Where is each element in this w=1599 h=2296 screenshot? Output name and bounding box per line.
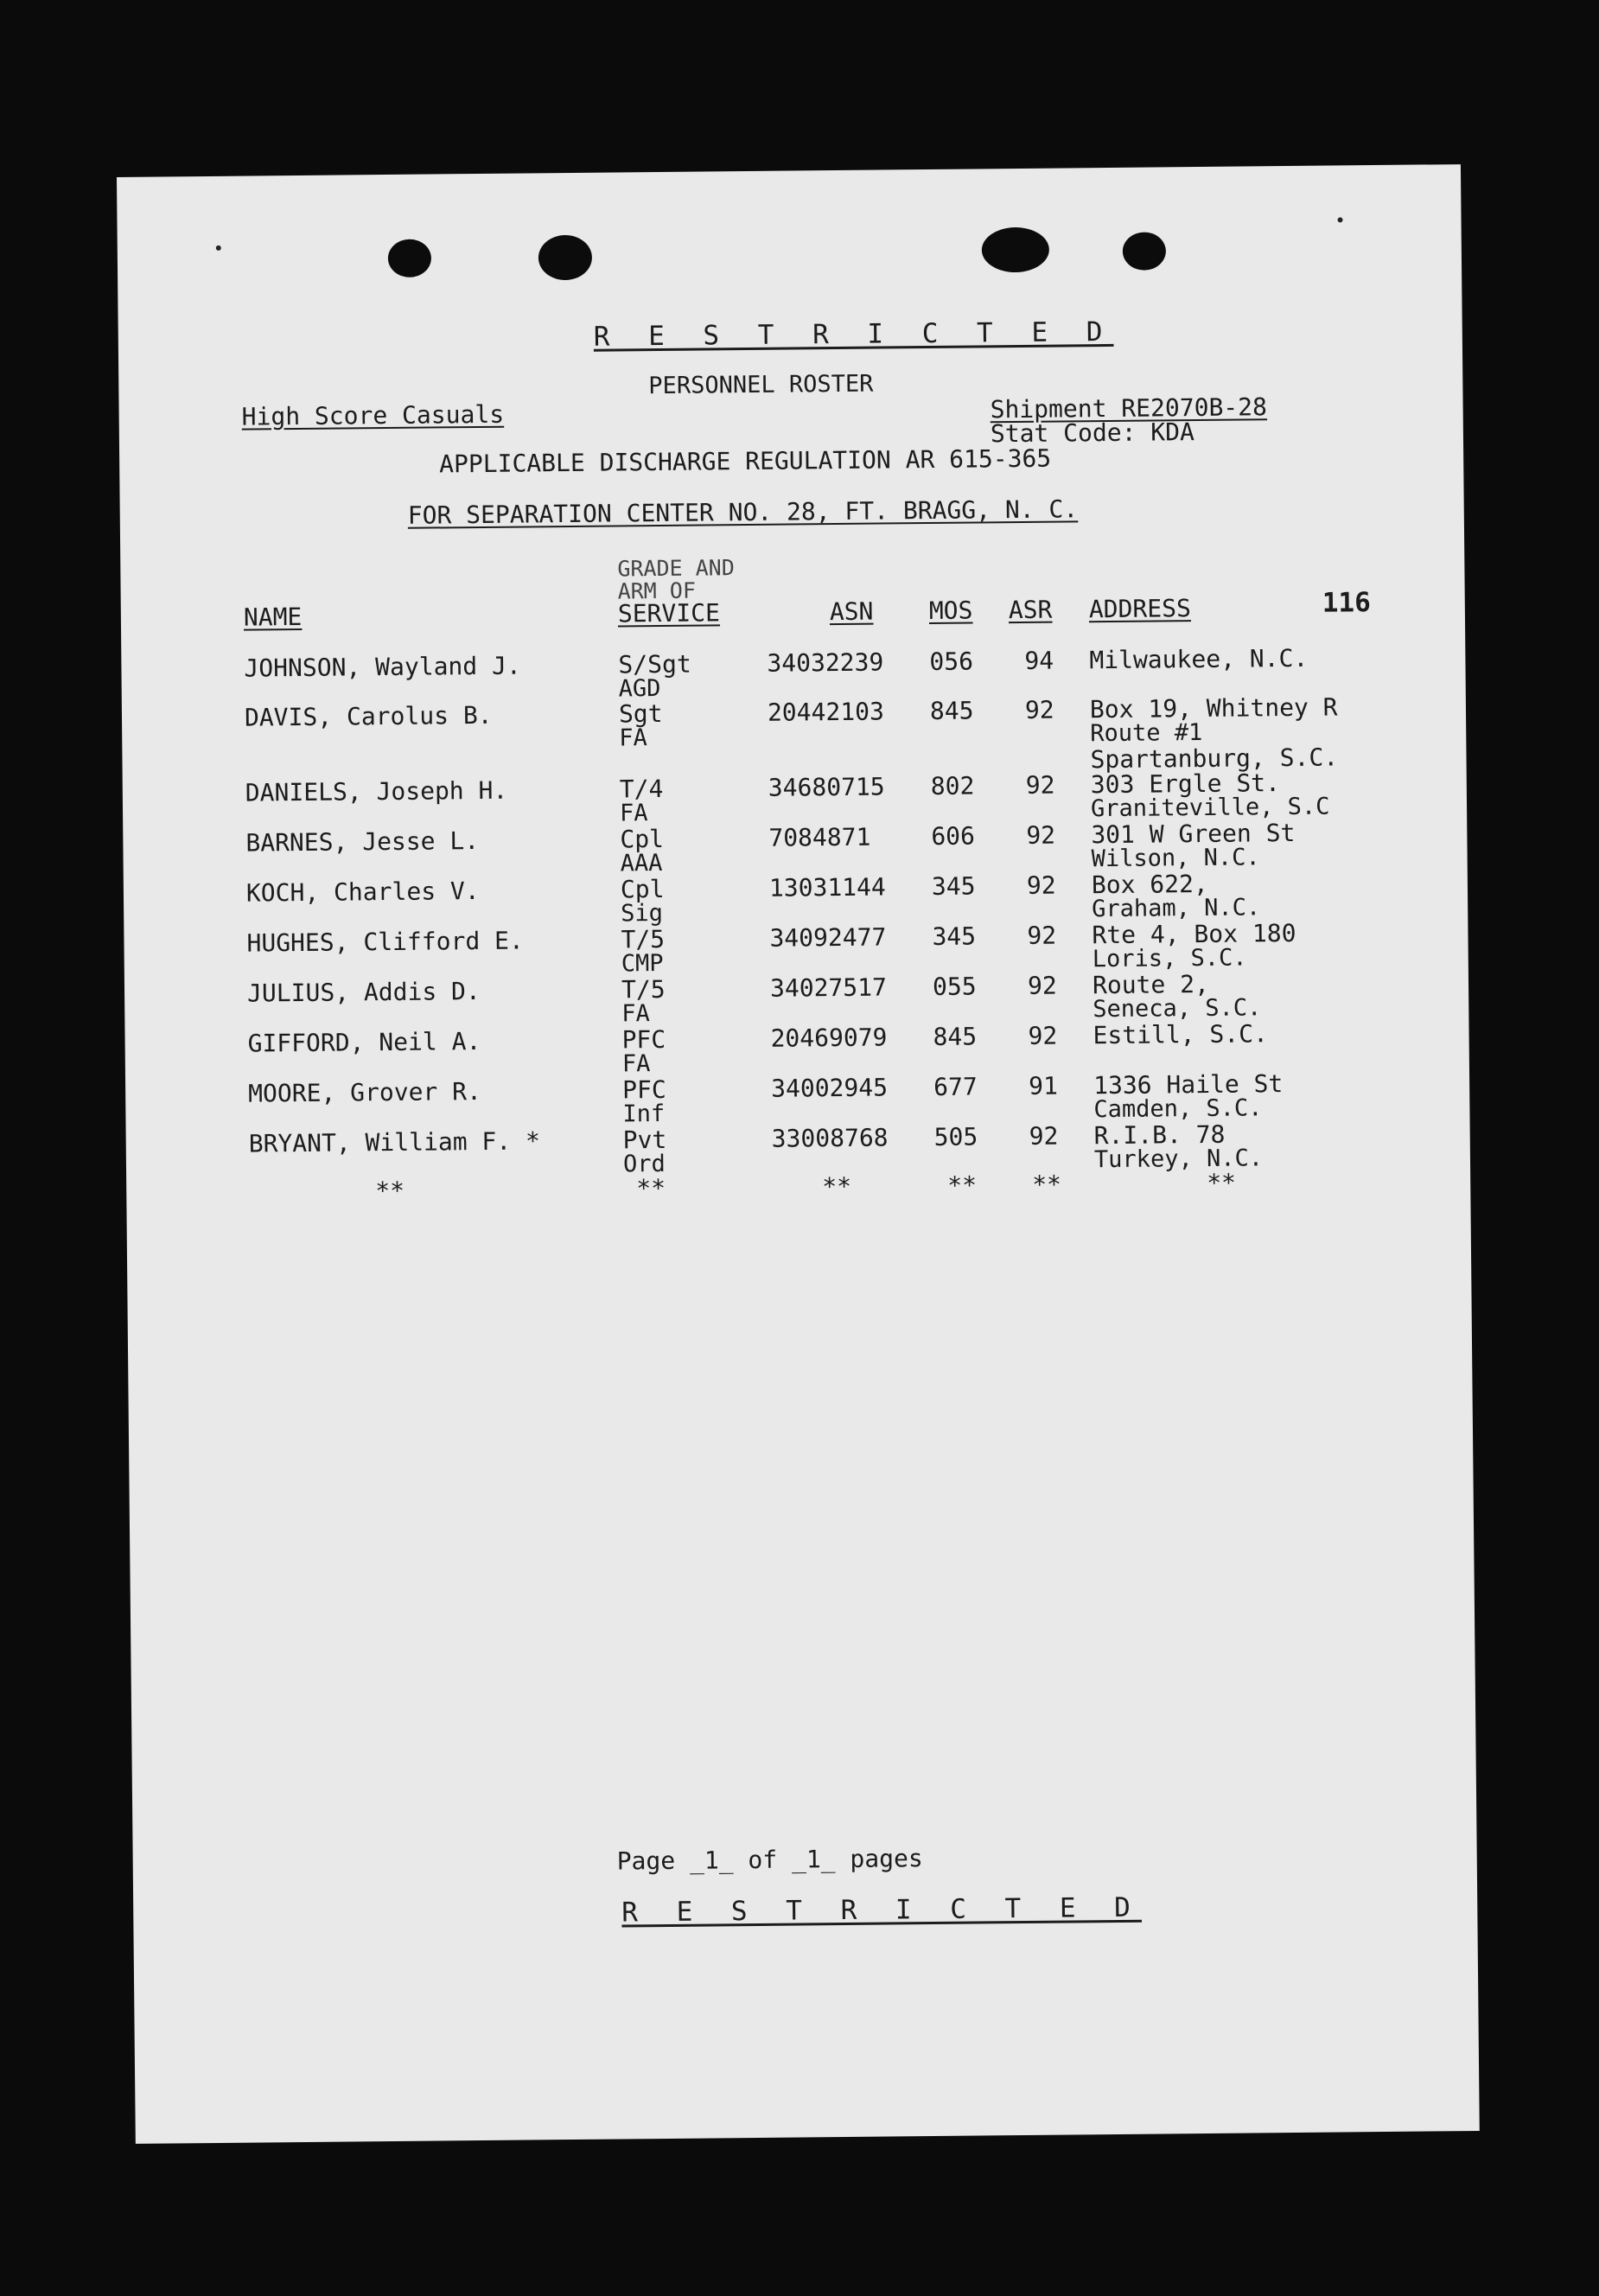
- asn-cell: 34680715: [768, 772, 885, 802]
- end-mark: **: [1032, 1170, 1062, 1199]
- mos-cell: 845: [933, 1022, 978, 1051]
- arm-cell: AGD: [618, 674, 661, 703]
- end-mark: **: [947, 1170, 978, 1200]
- ink-fleck: [1338, 217, 1343, 222]
- address-line2: Graniteville, S.C: [1090, 793, 1330, 823]
- name-cell: DANIELS, Joseph H.: [245, 775, 508, 807]
- regulation-line: APPLICABLE DISCHARGE REGULATION AR 615-365: [439, 443, 1052, 479]
- arm-cell: AAA: [620, 849, 663, 877]
- grade-cell: T/5: [621, 974, 666, 1004]
- mos-cell: 345: [931, 871, 976, 901]
- shipment-number: Shipment RE2070B-28: [990, 392, 1268, 424]
- grade-cell: Pvt: [622, 1125, 667, 1155]
- address-line1: Box 622,: [1091, 869, 1208, 900]
- document-title: PERSONNEL ROSTER: [648, 370, 874, 400]
- punch-hole: [1123, 232, 1166, 270]
- asn-cell: 34002945: [770, 1073, 889, 1103]
- grade-cell: T/5: [621, 924, 666, 954]
- name-header: NAME: [243, 602, 303, 632]
- punch-hole: [538, 235, 592, 281]
- ink-fleck: [216, 246, 221, 251]
- arm-cell: FA: [621, 1000, 650, 1028]
- asn-cell: 20442103: [767, 697, 884, 727]
- asn-cell: 33008768: [771, 1123, 889, 1153]
- asr-cell: 94: [1024, 646, 1054, 675]
- grade-cell: S/Sgt: [618, 649, 691, 679]
- document-page: [117, 164, 1480, 2144]
- name-cell: BRYANT, William F. *: [248, 1126, 541, 1158]
- grade-header-line1: GRADE AND: [617, 555, 735, 582]
- asr-cell: 91: [1028, 1071, 1059, 1100]
- end-mark: **: [375, 1176, 405, 1206]
- address-line1: 303 Ergle St.: [1090, 769, 1281, 800]
- asn-cell: 7084871: [768, 822, 871, 852]
- grade-cell: PFC: [621, 1024, 666, 1055]
- address-header: ADDRESS: [1088, 594, 1192, 624]
- asn-cell: 34027517: [769, 973, 888, 1003]
- name-cell: HUGHES, Clifford E.: [246, 926, 524, 958]
- grade-cell: PFC: [622, 1075, 666, 1105]
- grade-header-line3: SERVICE: [617, 598, 721, 628]
- arm-cell: CMP: [621, 949, 664, 978]
- asn-cell: 34032239: [767, 647, 884, 678]
- grade-cell: T/4: [619, 774, 664, 804]
- address-line1: Route 2,: [1092, 969, 1210, 1000]
- classification-bottom: R E S T R I C T E D: [621, 1891, 1143, 1929]
- name-cell: JULIUS, Addis D.: [246, 977, 481, 1008]
- mos-cell: 845: [929, 696, 974, 725]
- asn-header: ASN: [829, 596, 874, 627]
- address-line1: Box 19, Whitney R: [1089, 692, 1338, 724]
- end-mark: **: [1207, 1168, 1237, 1197]
- asn-cell: 13031144: [768, 872, 886, 902]
- address-line1: Rte 4, Box 180: [1092, 918, 1296, 950]
- end-mark: **: [636, 1173, 666, 1203]
- page-number: 116: [1322, 587, 1371, 619]
- name-cell: MOORE, Grover R.: [248, 1076, 482, 1108]
- name-cell: JOHNSON, Wayland J.: [244, 651, 521, 683]
- address-line2: Loris, S.C.: [1092, 944, 1247, 973]
- group-label: High Score Casuals: [241, 399, 505, 431]
- name-cell: BARNES, Jesse L.: [245, 826, 480, 858]
- arm-cell: Ord: [622, 1150, 666, 1178]
- address-line2: Seneca, S.C.: [1093, 994, 1262, 1024]
- address-line1: 301 W Green St: [1091, 818, 1296, 850]
- asr-cell: 92: [1026, 820, 1056, 850]
- punch-hole: [388, 239, 431, 277]
- grade-cell: Sgt: [618, 698, 663, 729]
- address-line2: Graham, N.C.: [1092, 894, 1261, 923]
- address-line2: Camden, S.C.: [1093, 1094, 1263, 1124]
- classification-top: R E S T R I C T E D: [593, 316, 1114, 353]
- arm-cell: FA: [621, 1050, 651, 1078]
- punch-hole: [982, 227, 1049, 273]
- stat-code: Stat Code: KDA: [990, 418, 1195, 449]
- grade-header-line2: ARM OF: [617, 577, 697, 604]
- asn-cell: 34092477: [769, 922, 887, 953]
- page-count-footer: Page _1_ of _1_ pages: [616, 1844, 923, 1876]
- end-mark: **: [822, 1171, 852, 1202]
- name-cell: DAVIS, Carolus B.: [244, 700, 493, 732]
- grade-cell: Cpl: [620, 874, 665, 904]
- address-line1: R.I.B. 78: [1093, 1119, 1226, 1151]
- asr-cell: 92: [1029, 1121, 1059, 1151]
- address-line1: Spartanburg, S.C.: [1090, 743, 1339, 775]
- asr-cell: 92: [1027, 921, 1057, 950]
- asr-cell: 92: [1024, 695, 1054, 724]
- mos-cell: 802: [930, 771, 975, 800]
- address-line2: Turkey, N.C.: [1093, 1145, 1264, 1174]
- mos-cell: 505: [933, 1122, 978, 1151]
- mos-cell: 677: [933, 1072, 978, 1101]
- mos-header: MOS: [928, 596, 973, 626]
- name-cell: KOCH, Charles V.: [245, 877, 480, 908]
- address-line1: 1336 Haile St: [1093, 1069, 1284, 1100]
- asn-cell: 20469079: [770, 1023, 888, 1053]
- address-line1: Estill, S.C.: [1093, 1019, 1269, 1050]
- separation-center-line: FOR SEPARATION CENTER NO. 28, FT. BRAGG, N. C.: [407, 494, 1079, 530]
- asr-cell: 92: [1025, 770, 1055, 800]
- mos-cell: 606: [931, 821, 976, 851]
- mos-cell: 056: [929, 647, 974, 676]
- mos-cell: 345: [932, 922, 977, 951]
- name-cell: GIFFORD, Neil A.: [247, 1027, 481, 1058]
- address-line2: Wilson, N.C.: [1091, 844, 1260, 873]
- arm-cell: Inf: [622, 1100, 666, 1128]
- grade-cell: Cpl: [620, 824, 665, 854]
- address-line1: Milwaukee, N.C.: [1089, 643, 1309, 675]
- arm-cell: Sig: [621, 899, 664, 928]
- asr-cell: 92: [1028, 1021, 1058, 1050]
- mos-cell: 055: [932, 972, 977, 1001]
- arm-cell: FA: [619, 800, 648, 827]
- asr-header: ASR: [1008, 595, 1053, 625]
- address-line2: Route #1: [1090, 718, 1203, 748]
- asr-cell: 92: [1027, 971, 1057, 1000]
- asr-cell: 92: [1026, 871, 1056, 900]
- arm-cell: FA: [619, 724, 647, 752]
